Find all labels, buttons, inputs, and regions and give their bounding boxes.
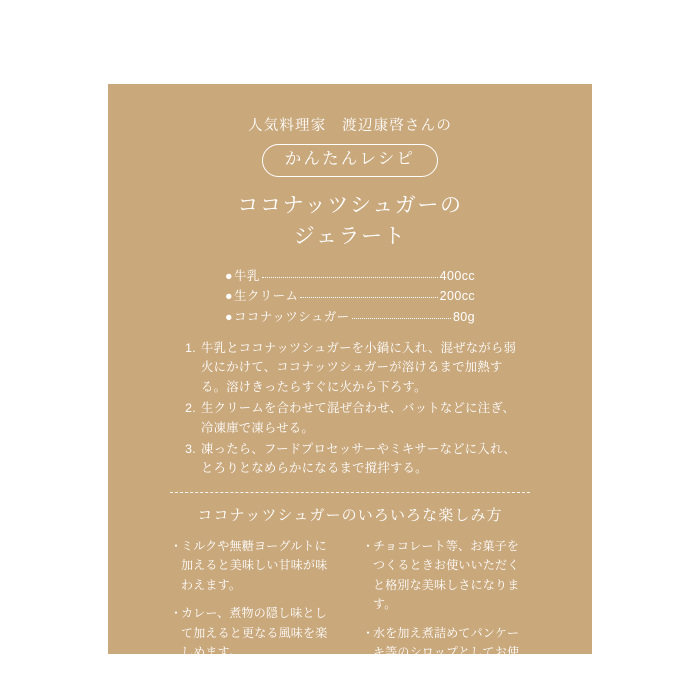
bullet-icon: ・ <box>170 538 183 553</box>
ingredient-row <box>225 286 475 306</box>
step-text: 生クリームを合わせて混ぜ合わせ、バットなどに注ぎ、冷凍庫で凍らせる。 <box>201 401 516 435</box>
step-item <box>180 440 520 479</box>
ingredient-name: 牛乳 <box>233 269 260 284</box>
ingredient-name: 生クリーム <box>233 289 299 304</box>
dashed-divider <box>170 492 530 493</box>
bullet-icon: ・ <box>362 625 375 640</box>
use-item <box>362 624 530 682</box>
step-number: 3. <box>185 441 196 456</box>
step-item <box>180 399 520 438</box>
use-text: カレー、煮物の隠し味として加えると更なる風味を楽しめます。 <box>181 606 328 659</box>
use-item <box>170 604 338 662</box>
uses-columns <box>170 537 530 691</box>
uses-column-left <box>170 537 338 691</box>
step-text: 凍ったら、フードプロセッサーやミキサーなどに入れ、とろりとなめらかになるまで撹拌する。 <box>201 441 516 476</box>
ingredient-row <box>225 266 475 286</box>
ingredient-row <box>225 307 475 327</box>
recipe-badge: かんたんレシピ <box>262 144 439 177</box>
step-number: 1. <box>185 340 196 355</box>
bullet-icon: ・ <box>362 538 375 553</box>
kicker-text: 人気料理家 渡辺康啓さんの <box>247 118 453 134</box>
use-item <box>170 537 338 595</box>
step-text: 牛乳とココナッツシュガーを小鍋に入れ、混ぜながら弱火にかけて、ココナッツシュガーが溶けるまで加熱する。溶けきったらすぐに火から下ろす。 <box>201 340 517 394</box>
bullet-icon: ● <box>225 289 233 304</box>
bullet-icon: ● <box>225 269 233 284</box>
step-list <box>180 339 520 479</box>
ingredient-name: ココナッツシュガー <box>233 309 350 324</box>
leader-dots <box>262 277 438 278</box>
step-number: 2. <box>185 401 196 416</box>
ingredient-amount: 200cc <box>439 289 475 304</box>
use-text: チョコレート等、お菓子をつくるときお使いいただくと格別な美味しさになります。 <box>373 538 520 612</box>
use-text: ミルクや無糖ヨーグルトに加えると美味しい甘味が味わえます。 <box>181 538 328 592</box>
uses-section-title: ココナッツシュガーのいろいろな楽しみ方 <box>197 506 503 524</box>
ingredient-amount: 80g <box>452 309 475 324</box>
recipe-title-line-2: ジェラート <box>293 224 407 248</box>
badge-container <box>108 144 592 177</box>
bullet-icon: ・ <box>170 606 183 621</box>
ingredient-amount: 400cc <box>439 269 475 284</box>
step-item <box>180 339 520 397</box>
recipe-card <box>108 84 592 679</box>
leader-dots <box>352 318 451 319</box>
use-item <box>362 537 530 615</box>
leader-dots <box>300 297 437 298</box>
recipe-title <box>108 191 592 252</box>
ingredient-list <box>225 266 475 327</box>
use-text: 水を加え煮詰めてパンケーキ等のシロップとしてお使いいただけます。 <box>373 625 520 679</box>
bullet-icon: ● <box>225 309 233 324</box>
recipe-card-inner <box>108 84 592 691</box>
recipe-title-line-1: ココナッツシュガーの <box>237 194 463 218</box>
uses-column-right <box>362 537 530 691</box>
